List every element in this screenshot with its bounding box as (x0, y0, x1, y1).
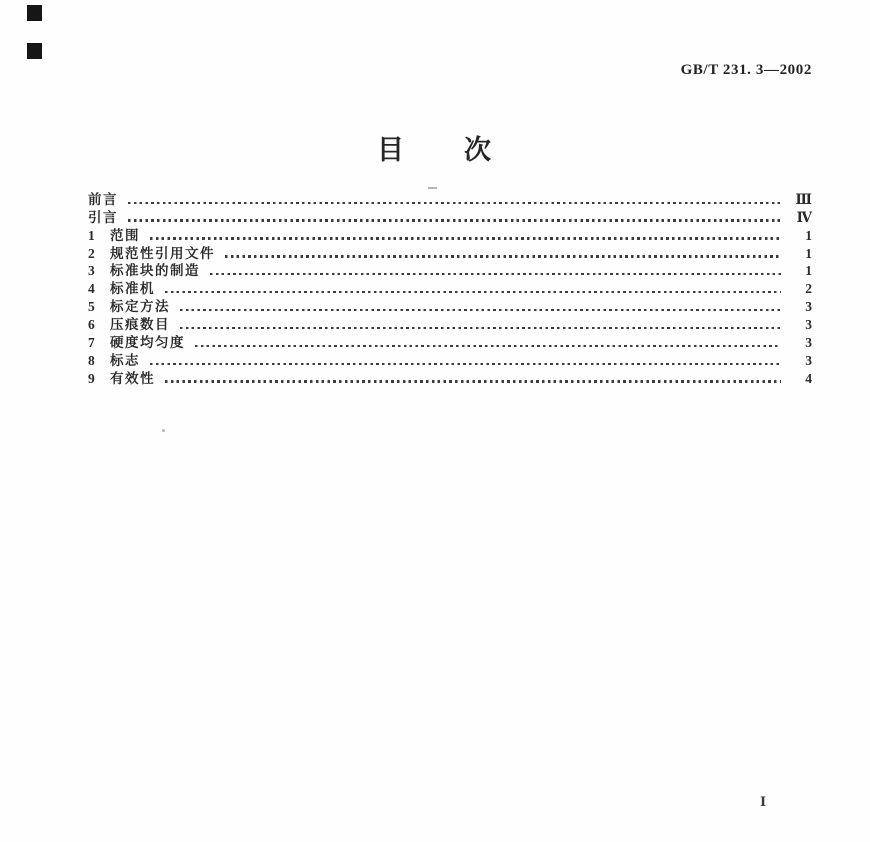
toc-item-number: 6 (88, 317, 95, 333)
toc-item-label: 标志 (110, 352, 140, 368)
footer-page-number: Ⅰ (760, 794, 767, 809)
scan-artifact-dot (162, 429, 165, 432)
toc-item-number: 7 (88, 335, 95, 351)
toc-leader-dots (165, 291, 781, 293)
toc-item-page: 4 (805, 370, 812, 386)
toc-item-page: 3 (805, 317, 812, 333)
toc-item-page: Ⅲ (795, 191, 812, 207)
toc-item-page: 2 (805, 281, 812, 297)
toc-title: 目 次 (377, 135, 493, 165)
toc-item-page: 1 (805, 245, 812, 261)
toc-item-number: 1 (88, 227, 95, 243)
toc-row-calibration-method (88, 297, 812, 315)
registration-mark-bottom (27, 43, 42, 59)
toc-item-number: 5 (88, 299, 95, 315)
toc-leader-dots (150, 237, 781, 239)
toc-leader-dots (180, 327, 781, 329)
toc-row-validity (88, 369, 812, 387)
standard-number: GB/T 231. 3—2002 (680, 62, 812, 78)
toc-row-introduction (88, 208, 812, 226)
toc-item-label: 引言 (88, 209, 118, 225)
toc-item-page: 3 (805, 299, 812, 315)
toc-leader-dots (165, 380, 781, 382)
toc-item-page: 3 (805, 352, 812, 368)
toc-item-label: 规范性引用文件 (110, 245, 215, 261)
toc-item-label: 有效性 (110, 370, 155, 386)
toc-item-number: 3 (88, 263, 95, 279)
toc-item-page: 1 (805, 263, 812, 279)
toc-item-label: 标准块的制造 (110, 263, 200, 279)
toc-leader-dots (225, 255, 781, 257)
toc-row-standard-machine (88, 279, 812, 297)
toc-row-marking (88, 351, 812, 369)
toc-leader-dots (128, 202, 781, 204)
toc-item-number: 4 (88, 281, 95, 297)
toc-leader-dots (195, 345, 781, 347)
toc-item-number: 2 (88, 245, 95, 261)
toc-item-number: 9 (88, 370, 95, 386)
toc-item-label: 标定方法 (110, 299, 170, 315)
toc-item-number: 8 (88, 352, 95, 368)
table-of-contents (88, 190, 812, 387)
toc-item-label: 范围 (110, 227, 140, 243)
toc-leader-dots (128, 219, 781, 221)
toc-row-block-manufacture (88, 262, 812, 280)
toc-row-foreword (88, 190, 812, 208)
toc-row-indentation-count (88, 315, 812, 333)
toc-leader-dots (180, 309, 781, 311)
toc-item-label: 前言 (88, 191, 118, 207)
toc-item-label: 标准机 (110, 281, 155, 297)
registration-mark-top (27, 5, 42, 21)
toc-item-label: 硬度均匀度 (110, 335, 185, 351)
toc-leader-dots (210, 273, 781, 275)
toc-leader-dots (150, 363, 781, 365)
toc-row-hardness-uniformity (88, 333, 812, 351)
toc-item-page: 3 (805, 335, 812, 351)
toc-item-page: Ⅳ (796, 209, 812, 225)
toc-item-label: 压痕数目 (110, 317, 170, 333)
scan-artifact-dash (428, 187, 437, 189)
toc-item-page: 1 (805, 227, 812, 243)
